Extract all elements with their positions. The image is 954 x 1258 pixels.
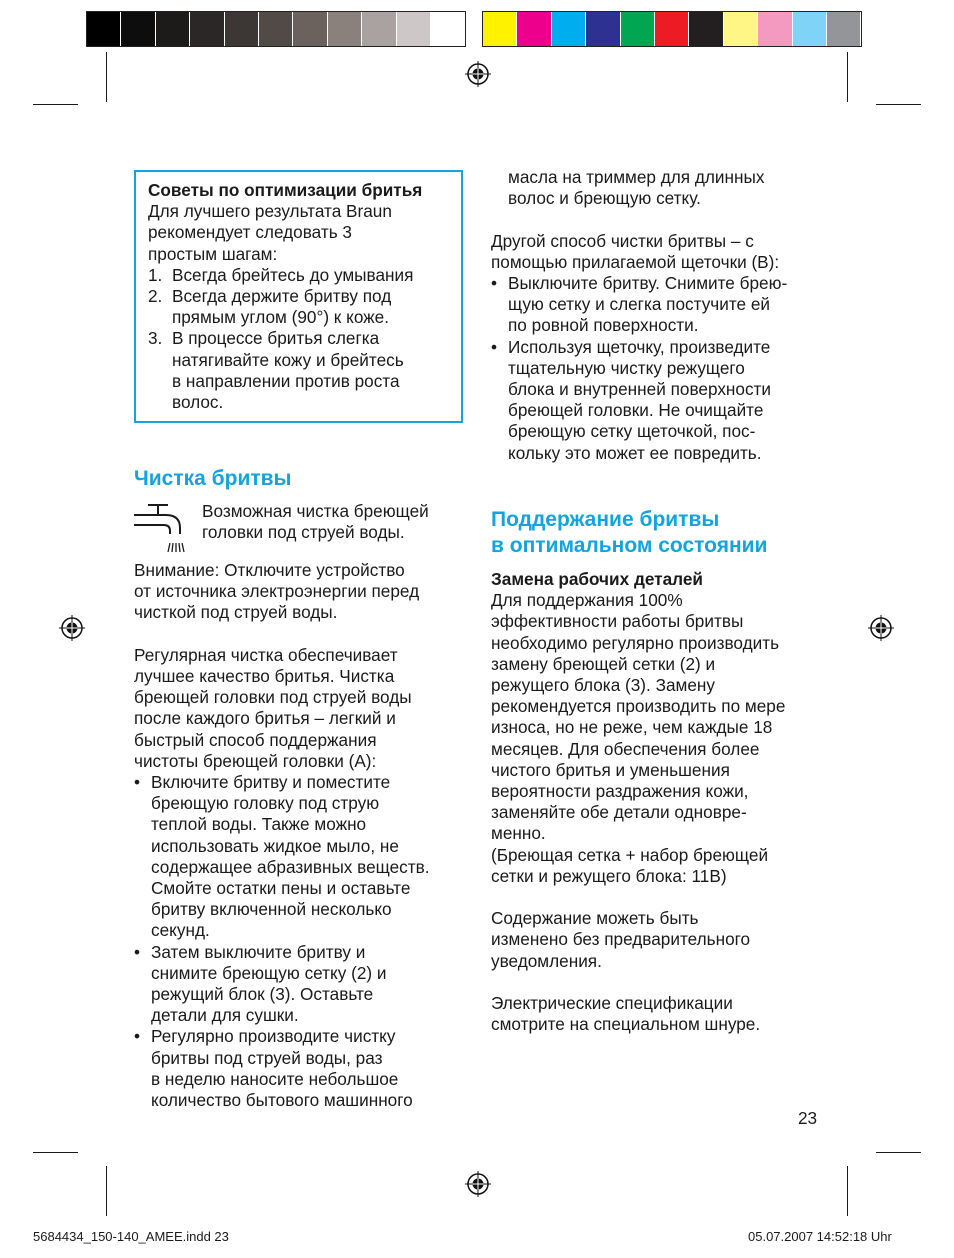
color-swatch (156, 12, 190, 46)
bullet-line: Включите бритву и поместите (151, 772, 391, 793)
crop-mark (106, 1166, 107, 1216)
parts-line: эффективности работы бритвы (491, 611, 744, 632)
brush-line: помощью прилагаемой щеточки (B): (491, 251, 780, 272)
bullet-line: секунд. (151, 920, 210, 941)
heading-line: Поддержание бритвы (491, 508, 720, 531)
bullet-line: теплой воды. Также можно (151, 814, 367, 835)
bullet-line: использовать жидкое мыло, не (151, 835, 399, 856)
crop-mark (876, 104, 921, 105)
tips-step (148, 328, 451, 413)
spec-line: Электрические спецификации (491, 993, 733, 1014)
brush-line: Другой способ чистки бритвы – с (491, 230, 754, 251)
bullet-line: масла на триммер для длинных (508, 167, 765, 187)
color-swatch (793, 12, 827, 46)
regular-line: быстрый способ поддержания (134, 729, 377, 750)
bullet-line: количество бытового машинного (151, 1090, 413, 1111)
parts-line: чистого бритья и уменьшения (491, 759, 730, 780)
step-line: натягивайте кожу и брейтесь (172, 349, 404, 370)
color-swatch (552, 12, 586, 46)
parts-line: режущего блока (3). Замену (491, 675, 715, 696)
crop-mark (33, 104, 78, 105)
grayscale-color-bar (86, 11, 466, 47)
tap-caption (202, 501, 472, 543)
heading-line: в оптимальном состоянии (491, 534, 768, 557)
tips-title: Советы по оптимизации бритья (148, 180, 423, 200)
registration-mark-icon (868, 615, 894, 641)
step-number: 1. (148, 264, 163, 285)
regular-line: лучшее качество бритья. Чистка (134, 666, 395, 686)
tips-step (148, 265, 451, 286)
list-item (134, 1026, 474, 1111)
color-swatch (121, 12, 155, 46)
cleaning-body (134, 560, 474, 1111)
regular-line: чистоты бреющей головки (A): (134, 750, 377, 771)
bullet-line: режущий блок (3). Оставьте (151, 984, 374, 1005)
crop-mark (876, 1152, 921, 1153)
bullet-line: бреющую головку под струю (151, 793, 380, 814)
shaving-tips-box (134, 170, 463, 423)
bullet-line: Затем выключите бритву и (151, 941, 366, 962)
color-swatch (397, 12, 431, 46)
parts-line: месяцев. Для обеспечения более (491, 738, 760, 759)
warning-line: чисткой под струей воды. (134, 602, 338, 623)
step-line: В процессе бритья слегка (172, 328, 380, 349)
color-swatch (758, 12, 792, 46)
step-line: в направлении против роста (172, 370, 400, 391)
notice-line: Содержание можеть быть (491, 908, 699, 929)
color-swatch (293, 12, 327, 46)
crop-mark (106, 52, 107, 102)
tips-line: рекомендует следовать 3 (148, 222, 352, 243)
crop-mark (847, 1166, 848, 1216)
step-line: Всегда держите бритву под (172, 286, 392, 307)
list-item (491, 337, 836, 464)
color-swatch (724, 12, 758, 46)
color-swatch (689, 12, 723, 46)
page-number: 23 (798, 1108, 818, 1128)
water-tap-icon (134, 502, 186, 554)
tips-step (148, 286, 451, 328)
bullet-mark: • (134, 1026, 141, 1047)
footer-timestamp: 05.07.2007 14:52:18 Uhr (748, 1229, 892, 1244)
color-swatch (431, 12, 465, 46)
step-line: Всегда брейтесь до умывания (172, 264, 414, 285)
cleaning-bullets (134, 772, 474, 1111)
right-column-top (491, 167, 836, 464)
parts-line: (Бреющая сетка + набор бреющей (491, 844, 769, 865)
color-swatch (328, 12, 362, 46)
parts-line: рекомендуется производить по мере (491, 696, 786, 717)
color-swatch (225, 12, 259, 46)
cleaning-heading: Чистка бритвы (134, 467, 292, 490)
notice-line: изменено без предварительного (491, 929, 751, 950)
bullet-line: кольку это может ее повредить. (508, 442, 762, 463)
regular-line: бреющей головки под струей воды (134, 687, 412, 708)
color-swatch (655, 12, 689, 46)
color-swatch (87, 12, 121, 46)
step-number: 2. (148, 286, 163, 307)
tips-line: Для лучшего результата Braun (148, 201, 392, 222)
tips-line: простым шагам: (148, 243, 278, 264)
step-line: волос. (172, 392, 224, 413)
maintenance-body (491, 569, 836, 1035)
registration-mark-icon (59, 615, 85, 641)
list-item (134, 772, 474, 942)
parts-subheading: Замена рабочих деталей (491, 569, 703, 589)
crop-mark (33, 1152, 78, 1153)
bullet-mark: • (134, 941, 141, 962)
color-swatch (190, 12, 224, 46)
bullet-line: Регулярно производите чистку (151, 1026, 396, 1047)
parts-line: заменяйте обе детали одновре- (491, 802, 747, 823)
parts-line: вероятности раздражения кожи, (491, 781, 749, 802)
bullet-line: бритвы под струей воды, раз (151, 1047, 383, 1068)
parts-line: износа, но не реже, чем каждые 18 (491, 717, 773, 738)
tap-caption-line: Возможная чистка бреющей (202, 501, 429, 521)
step-line: прямым углом (90°) к коже. (172, 307, 390, 328)
color-swatch (483, 12, 517, 46)
bullet-line: тщательную чистку режущего (508, 357, 745, 378)
bullet-line: бреющую сетку щеточкой, пос- (508, 421, 756, 442)
maintenance-heading (491, 507, 767, 559)
parts-line: необходимо регулярно производить (491, 632, 780, 653)
list-item (491, 167, 836, 209)
parts-line: Для поддержания 100% (491, 590, 683, 611)
step-number: 3. (148, 328, 163, 349)
warning-line: Внимание: Отключите устройство (134, 560, 405, 580)
cmyk-color-bar (482, 11, 862, 47)
brush-bullets (491, 273, 836, 464)
footer-file-info: 5684434_150-140_AMEE.indd 23 (33, 1229, 229, 1244)
bullet-line: Используя щеточку, произведите (508, 336, 771, 357)
bullet-line: содержащее абразивных веществ. (151, 856, 430, 877)
bullet-line: в неделю наносите небольшое (151, 1068, 399, 1089)
regular-line: после каждого бритья – легкий и (134, 708, 396, 729)
tap-caption-line: головки под струей воды. (202, 522, 405, 543)
spec-line: смотрите на специальном шнуре. (491, 1014, 761, 1035)
list-item (134, 942, 474, 1027)
warning-line: от источника электроэнергии перед (134, 581, 420, 602)
bullet-mark: • (491, 273, 498, 293)
bullet-line: бритву включенной несколько (151, 899, 392, 920)
color-swatch (827, 12, 861, 46)
bullet-line: по ровной поверхности. (508, 315, 699, 336)
bullet-line: щую сетку и слегка постучите ей (508, 294, 771, 315)
bullet-mark: • (134, 772, 141, 793)
color-swatch (586, 12, 620, 46)
bullet-line: бреющей головки. Не очищайте (508, 400, 764, 421)
parts-line: менно. (491, 823, 546, 844)
bullet-line: Выключите бритву. Снимите брею- (508, 273, 788, 293)
list-item (491, 273, 836, 337)
color-swatch (259, 12, 293, 46)
bullet-line: волос и бреющую сетку. (508, 188, 701, 209)
parts-line: замену бреющей сетки (2) и (491, 653, 716, 674)
tips-steps-list (148, 265, 451, 413)
bullet-mark: • (491, 336, 498, 357)
regular-line: Регулярная чистка обеспечивает (134, 644, 398, 665)
bullet-line: блока и внутренней поверхности (508, 379, 772, 400)
crop-mark (847, 52, 848, 102)
parts-line: сетки и режущего блока: 11B) (491, 865, 727, 886)
registration-mark-icon (465, 61, 491, 87)
bullet-line: Смойте остатки пены и оставьте (151, 878, 411, 899)
continued-bullet (491, 167, 836, 209)
bullet-line: детали для сушки. (151, 1005, 299, 1026)
registration-mark-icon (465, 1171, 491, 1197)
bullet-line: снимите бреющую сетку (2) и (151, 962, 387, 983)
notice-line: уведомления. (491, 950, 602, 971)
color-swatch (362, 12, 396, 46)
color-swatch (517, 12, 551, 46)
color-swatch (621, 12, 655, 46)
